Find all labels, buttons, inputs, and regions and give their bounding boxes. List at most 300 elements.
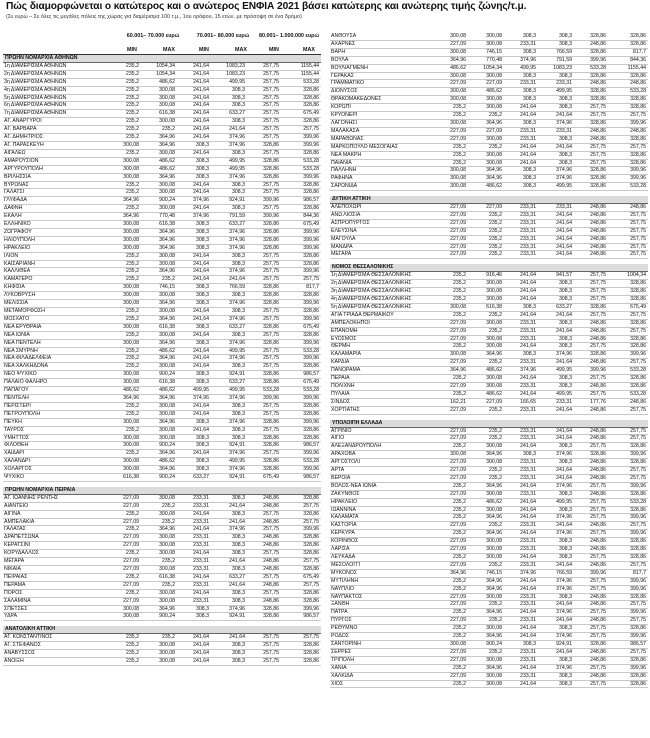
value-cell: 533,28 (281, 458, 321, 466)
value-cell: 300,08 (438, 119, 468, 127)
area-name: ΣΙΝΔΟΣ (330, 398, 438, 406)
value-cell: 374,96 (504, 569, 538, 577)
value-cell: 374,96 (177, 213, 211, 221)
value-cell: 235,2 (438, 585, 468, 593)
value-cell: 235,2 (438, 390, 468, 398)
value-cell: 374,96 (211, 315, 247, 323)
area-name: ΚΑΙΣΑΡΙΑΝΗ (3, 260, 111, 268)
value-cell: 257,75 (574, 143, 608, 151)
area-name: ΧΟΡΤΙΑΤΗΣ (330, 406, 438, 414)
table-row (330, 311, 648, 319)
value-cell: 248,86 (574, 335, 608, 343)
area-name: ΔΑΦΝΗ (3, 205, 111, 213)
value-cell: 233,31 (504, 601, 538, 609)
value-cell: 241,64 (177, 331, 211, 339)
area-name: ΚΑΜΑΤΕΡΟ (3, 276, 111, 284)
value-cell: 399,96 (281, 339, 321, 347)
value-cell: 300,08 (468, 159, 504, 167)
area-name: ΘΡΑΚΟΜΑΚΕΔΟΝΕΣ (330, 96, 438, 104)
table-row (330, 522, 648, 530)
value-cell: 328,86 (281, 589, 321, 597)
value-cell: 248,86 (574, 211, 608, 219)
value-cell: 364,96 (141, 268, 177, 276)
value-cell: 328,86 (281, 657, 321, 665)
left-column (3, 34, 321, 666)
value-cell: 924,91 (211, 371, 247, 379)
value-cell: 227,09 (438, 538, 468, 546)
value-cell: 364,96 (141, 173, 177, 181)
value-cell: 399,96 (281, 466, 321, 474)
table-row (330, 648, 648, 656)
value-cell: 241,64 (211, 502, 247, 510)
area-name: ΑΜΠΕΛΟΚΗΠΟΙ (330, 319, 438, 327)
value-cell: 374,96 (211, 236, 247, 244)
value-cell: 233,31 (504, 538, 538, 546)
area-name: ΠΥΡΓΟΣ (330, 617, 438, 625)
table-row (3, 244, 321, 252)
value-cell: 328,86 (608, 672, 648, 680)
value-cell: 328,86 (608, 151, 648, 159)
value-cell: 241,64 (504, 680, 538, 688)
value-cell: 924,91 (211, 442, 247, 450)
value-cell: 328,86 (608, 625, 648, 633)
value-cell: 300,08 (468, 151, 504, 159)
table-row (330, 498, 648, 506)
value-cell: 257,75 (574, 609, 608, 617)
value-cell: 308,3 (211, 402, 247, 410)
table-row (330, 640, 648, 648)
value-cell: 233,31 (504, 382, 538, 390)
value-cell: 766,59 (538, 569, 574, 577)
value-cell: 616,38 (111, 474, 141, 482)
value-cell: 227,09 (438, 435, 468, 443)
value-cell: 241,64 (504, 506, 538, 514)
value-cell: 227,09 (438, 382, 468, 390)
area-name: ΑΡΓΟΣΤΟΛΙ (330, 459, 438, 467)
table-row (330, 88, 648, 96)
value-cell: 248,86 (574, 522, 608, 530)
value-cell: 374,96 (177, 394, 211, 402)
value-cell: 364,96 (141, 339, 177, 347)
area-name: ΦΙΛΟΘΕΗ (3, 442, 111, 450)
table-row (330, 367, 648, 375)
value-cell: 533,28 (281, 387, 321, 395)
table-row (3, 387, 321, 395)
table-row (330, 577, 648, 585)
section-title: ΠΡΩΗΝ ΝΟΜΑΡΧΙΑ ΑΘΗΝΩΝ (3, 55, 321, 62)
value-cell: 308,3 (177, 466, 211, 474)
value-cell: 235,2 (468, 359, 504, 367)
value-cell: 308,3 (538, 554, 574, 562)
value-cell: 241,64 (211, 126, 247, 134)
value-cell: 308,3 (538, 656, 574, 664)
value-cell: 241,64 (504, 390, 538, 398)
area-name: ΚΟΡΥΔΑΛΛΟΣ (3, 550, 111, 558)
value-cell: 235,2 (111, 526, 141, 534)
value-cell: 300,08 (111, 466, 141, 474)
value-cell: 746,15 (468, 48, 504, 56)
value-cell: 235,2 (438, 530, 468, 538)
value-cell: 916,46 (468, 272, 504, 280)
value-cell: 227,09 (438, 243, 468, 251)
table-row (330, 554, 648, 562)
value-cell: 374,96 (211, 244, 247, 252)
value-cell: 374,96 (211, 394, 247, 402)
value-cell: 675,49 (281, 221, 321, 229)
value-cell: 233,31 (538, 80, 574, 88)
value-cell: 257,75 (574, 554, 608, 562)
area-name: ΠΑΝΟΡΑΜΑ (330, 367, 438, 375)
value-cell: 328,86 (247, 418, 281, 426)
value-cell: 1054,34 (141, 70, 177, 78)
area-name: ΗΛΙΟΥΠΟΛΗ (3, 236, 111, 244)
table-row (3, 589, 321, 597)
value-cell: 300,08 (141, 292, 177, 300)
value-cell: 257,75 (574, 664, 608, 672)
value-cell: 328,86 (574, 640, 608, 648)
value-cell: 900,24 (141, 197, 177, 205)
table-row (330, 359, 648, 367)
table-row (3, 339, 321, 347)
value-cell: 248,86 (608, 80, 648, 88)
value-cell: 235,2 (438, 104, 468, 112)
value-cell: 633,27 (177, 474, 211, 482)
value-cell: 399,96 (281, 315, 321, 323)
value-cell: 399,96 (281, 236, 321, 244)
value-cell: 233,31 (504, 672, 538, 680)
value-cell: 900,24 (468, 640, 504, 648)
value-cell: 308,3 (538, 343, 574, 351)
value-cell: 233,31 (538, 204, 574, 212)
area-name: ΚΗΦΙΣΙΑ (3, 284, 111, 292)
value-cell: 374,96 (211, 450, 247, 458)
area-name: ΑΝΩ ΛΙΟΣΙΑ (330, 211, 438, 219)
area-name: ΑΓ. ΣΤΕΦΑΝΟΣ (3, 642, 111, 650)
value-cell: 486,62 (141, 387, 177, 395)
value-cell: 308,3 (538, 151, 574, 159)
table-row (3, 315, 321, 323)
area-name: ΖΑΚΥΝΘΟΣ (330, 490, 438, 498)
right-table-body (330, 33, 648, 688)
value-cell: 241,64 (177, 276, 211, 284)
area-name: ΕΚΑΛΗ (3, 213, 111, 221)
value-cell: 241,64 (177, 650, 211, 658)
value-cell: 374,96 (538, 609, 574, 617)
value-cell: 257,75 (574, 577, 608, 585)
value-cell: 308,3 (211, 434, 247, 442)
value-cell: 257,75 (574, 633, 608, 641)
value-cell: 328,86 (608, 546, 648, 554)
value-cell: 399,96 (281, 605, 321, 613)
value-cell: 633,27 (211, 379, 247, 387)
value-cell: 308,3 (211, 292, 247, 300)
value-cell: 248,86 (574, 546, 608, 554)
value-cell: 257,75 (608, 311, 648, 319)
value-cell: 374,96 (538, 577, 574, 585)
area-name: ΧΑΙΔΑΡΙ (3, 450, 111, 458)
value-cell: 308,3 (211, 102, 247, 110)
value-cell: 227,09 (468, 398, 504, 406)
value-cell: 241,64 (504, 498, 538, 506)
value-cell: 235,2 (111, 402, 141, 410)
area-name: ΨΥΧΙΚΟ (3, 474, 111, 482)
value-cell: 328,86 (574, 72, 608, 80)
value-cell: 241,64 (177, 70, 211, 78)
value-cell: 241,64 (504, 151, 538, 159)
value-cell: 235,2 (438, 577, 468, 585)
area-name: ΧΙΟΣ (330, 680, 438, 688)
area-name: ΠΑΙΑΝΙΑ (330, 159, 438, 167)
value-cell: 300,08 (111, 300, 141, 308)
value-cell: 328,86 (281, 331, 321, 339)
value-cell: 328,86 (247, 292, 281, 300)
value-cell: 257,75 (574, 343, 608, 351)
value-cell: 924,91 (211, 474, 247, 482)
area-name: ΜΥΚΟΝΟΣ (330, 569, 438, 577)
value-cell: 300,08 (141, 642, 177, 650)
value-cell: 235,2 (468, 561, 504, 569)
value-cell: 235,2 (111, 189, 141, 197)
area-name: ΜΕΤΑΜΟΡΦΩΣΗ (3, 308, 111, 316)
value-cell: 328,86 (574, 119, 608, 127)
value-cell: 328,86 (281, 550, 321, 558)
value-cell: 675,49 (247, 474, 281, 482)
value-cell: 235,2 (438, 506, 468, 514)
value-cell: 486,62 (468, 498, 504, 506)
value-cell: 328,86 (608, 159, 648, 167)
value-cell: 257,75 (608, 112, 648, 120)
area-name: ΠΕΥΚΗ (3, 418, 111, 426)
value-cell: 308,3 (177, 228, 211, 236)
value-cell: 328,86 (608, 335, 648, 343)
value-cell: 533,28 (281, 78, 321, 86)
value-cell: 328,86 (281, 189, 321, 197)
table-row (330, 104, 648, 112)
value-cell: 616,38 (141, 573, 177, 581)
value-cell: 227,09 (111, 542, 141, 550)
value-cell: 248,86 (574, 601, 608, 609)
value-cell: 300,08 (468, 625, 504, 633)
value-cell: 986,57 (281, 371, 321, 379)
table-row (3, 134, 321, 142)
value-cell: 233,31 (504, 235, 538, 243)
value-cell: 235,2 (111, 634, 141, 642)
value-cell: 328,86 (281, 402, 321, 410)
min-label: MIN (269, 47, 279, 53)
area-name: ΠΕΡΙΣΤΕΡΙ (3, 402, 111, 410)
value-cell: 227,09 (438, 235, 468, 243)
value-cell: 308,3 (211, 94, 247, 102)
value-cell: 227,09 (111, 502, 141, 510)
value-cell: 308,3 (211, 260, 247, 268)
table-row (330, 219, 648, 227)
area-name: ΜΥΤΙΛΗΝΗ (330, 577, 438, 585)
value-cell: 300,08 (438, 175, 468, 183)
table-row (330, 243, 648, 251)
value-cell: 300,08 (438, 88, 468, 96)
value-cell: 374,96 (211, 173, 247, 181)
value-cell: 257,75 (574, 498, 608, 506)
table-row (3, 657, 321, 665)
value-cell: 235,2 (468, 427, 504, 435)
value-cell: 248,86 (574, 467, 608, 475)
value-cell: 328,86 (608, 135, 648, 143)
area-name: ΑΣΠΡΟΠΥΡΓΟΣ (330, 219, 438, 227)
value-cell: 616,38 (468, 303, 504, 311)
value-cell: 235,2 (438, 159, 468, 167)
value-cell: 328,86 (608, 680, 648, 688)
value-cell: 308,3 (211, 542, 247, 550)
value-cell: 248,86 (574, 319, 608, 327)
value-cell: 328,86 (281, 260, 321, 268)
value-cell: 308,3 (211, 566, 247, 574)
value-cell: 241,64 (177, 589, 211, 597)
table-row (3, 363, 321, 371)
value-cell: 300,08 (141, 205, 177, 213)
value-cell: 308,3 (177, 434, 211, 442)
value-cell: 233,31 (504, 327, 538, 335)
value-cell: 241,64 (177, 573, 211, 581)
value-cell: 235,2 (111, 252, 141, 260)
value-cell: 1155,44 (281, 70, 321, 78)
area-name: 2η ΔΙΑΜΕΡΙΣΜΑ ΑΘΗΝΩΝ (3, 70, 111, 78)
value-cell: 1155,44 (608, 64, 648, 72)
table-row (330, 351, 648, 359)
area-name: ΑΜΑΡΟΥΣΙΟΝ (3, 157, 111, 165)
table-row (330, 561, 648, 569)
value-cell: 746,15 (141, 284, 177, 292)
value-cell: 257,75 (247, 347, 281, 355)
value-cell: 300,08 (468, 288, 504, 296)
value-cell: 241,64 (504, 443, 538, 451)
value-cell: 248,86 (574, 80, 608, 88)
value-cell: 235,2 (438, 296, 468, 304)
value-cell: 308,3 (177, 458, 211, 466)
value-cell: 328,86 (247, 228, 281, 236)
value-cell: 533,28 (281, 347, 321, 355)
table-row (3, 78, 321, 86)
table-row (330, 482, 648, 490)
area-name: ΒΕΡΟΙΑ (330, 474, 438, 482)
table-row (330, 167, 648, 175)
table-row (330, 633, 648, 641)
value-cell: 499,95 (211, 458, 247, 466)
value-cell: 770,48 (468, 56, 504, 64)
value-cell: 257,75 (608, 235, 648, 243)
value-cell: 328,86 (574, 175, 608, 183)
value-cell: 257,75 (247, 189, 281, 197)
value-cell: 227,09 (438, 672, 468, 680)
value-cell: 257,75 (281, 518, 321, 526)
value-cell: 308,3 (504, 72, 538, 80)
value-cell: 257,75 (247, 450, 281, 458)
value-cell: 328,86 (281, 205, 321, 213)
area-name: ΠΕΝΤΕΛΗ (3, 394, 111, 402)
area-name: ΑΓΙΑ ΤΡΙΑΔΑ ΘΕΡΜΑΙΚΟΥ (330, 311, 438, 319)
value-cell: 257,75 (247, 634, 281, 642)
value-cell: 364,96 (468, 585, 504, 593)
value-cell: 257,75 (247, 205, 281, 213)
value-cell: 241,64 (504, 272, 538, 280)
table-row (3, 347, 321, 355)
table-row (3, 650, 321, 658)
value-cell: 300,08 (438, 303, 468, 311)
value-cell: 248,86 (574, 435, 608, 443)
table-row (3, 355, 321, 363)
value-cell: 227,09 (438, 593, 468, 601)
table-row (330, 272, 648, 280)
value-cell: 308,3 (177, 141, 211, 149)
value-cell: 308,3 (538, 506, 574, 514)
value-cell: 300,08 (141, 550, 177, 558)
value-cell: 308,3 (538, 680, 574, 688)
value-cell: 300,08 (468, 96, 504, 104)
value-cell: 257,75 (247, 657, 281, 665)
table-row (330, 538, 648, 546)
value-cell: 328,86 (608, 375, 648, 383)
value-cell: 257,75 (281, 558, 321, 566)
value-cell: 374,96 (538, 664, 574, 672)
value-cell: 227,09 (438, 219, 468, 227)
value-cell: 300,08 (141, 434, 177, 442)
value-cell: 233,31 (504, 127, 538, 135)
value-cell: 675,49 (608, 303, 648, 311)
value-cell: 257,75 (247, 70, 281, 78)
value-cell: 257,75 (247, 510, 281, 518)
value-cell: 235,2 (111, 134, 141, 142)
area-name: ΜΑΛΑΚΑΣΑ (330, 127, 438, 135)
value-cell: 300,08 (141, 252, 177, 260)
value-cell: 308,3 (538, 280, 574, 288)
value-cell: 241,64 (538, 435, 574, 443)
table-row (3, 228, 321, 236)
table-row (330, 151, 648, 159)
value-cell: 364,96 (141, 394, 177, 402)
value-cell: 328,86 (608, 490, 648, 498)
value-cell: 248,86 (574, 490, 608, 498)
area-name: ΤΡΙΠΟΛΗ (330, 656, 438, 664)
area-name: ΝΕΑ ΦΙΛΑΔΕΛΦΕΙΑ (3, 355, 111, 363)
value-cell: 235,2 (468, 617, 504, 625)
area-name: 7η ΔΙΑΜΕΡΙΣΜΑ ΑΘΗΝΩΝ (3, 110, 111, 118)
value-cell: 257,75 (608, 359, 648, 367)
band-2-label: 70.001– 80.000 ευρώ (196, 33, 250, 39)
value-cell: 162,21 (438, 398, 468, 406)
value-cell: 257,75 (608, 467, 648, 475)
value-cell: 499,95 (538, 498, 574, 506)
value-cell: 241,64 (504, 288, 538, 296)
value-cell: 308,3 (177, 442, 211, 450)
value-cell: 241,64 (538, 601, 574, 609)
table-row (330, 40, 648, 48)
value-cell: 248,86 (574, 40, 608, 48)
value-cell: 257,75 (574, 530, 608, 538)
table-row (330, 80, 648, 88)
value-cell: 257,75 (247, 363, 281, 371)
table-row (3, 550, 321, 558)
value-cell: 986,57 (608, 640, 648, 648)
value-cell: 300,08 (111, 379, 141, 387)
value-cell: 364,96 (141, 450, 177, 458)
value-cell: 300,08 (141, 657, 177, 665)
area-name: ΑΛΕΠΟΧΩΡΙ (330, 204, 438, 212)
value-cell: 328,86 (608, 280, 648, 288)
value-cell: 328,86 (608, 40, 648, 48)
value-cell: 241,64 (177, 78, 211, 86)
table-row (3, 558, 321, 566)
value-cell: 235,2 (111, 62, 141, 70)
value-cell: 308,3 (538, 104, 574, 112)
